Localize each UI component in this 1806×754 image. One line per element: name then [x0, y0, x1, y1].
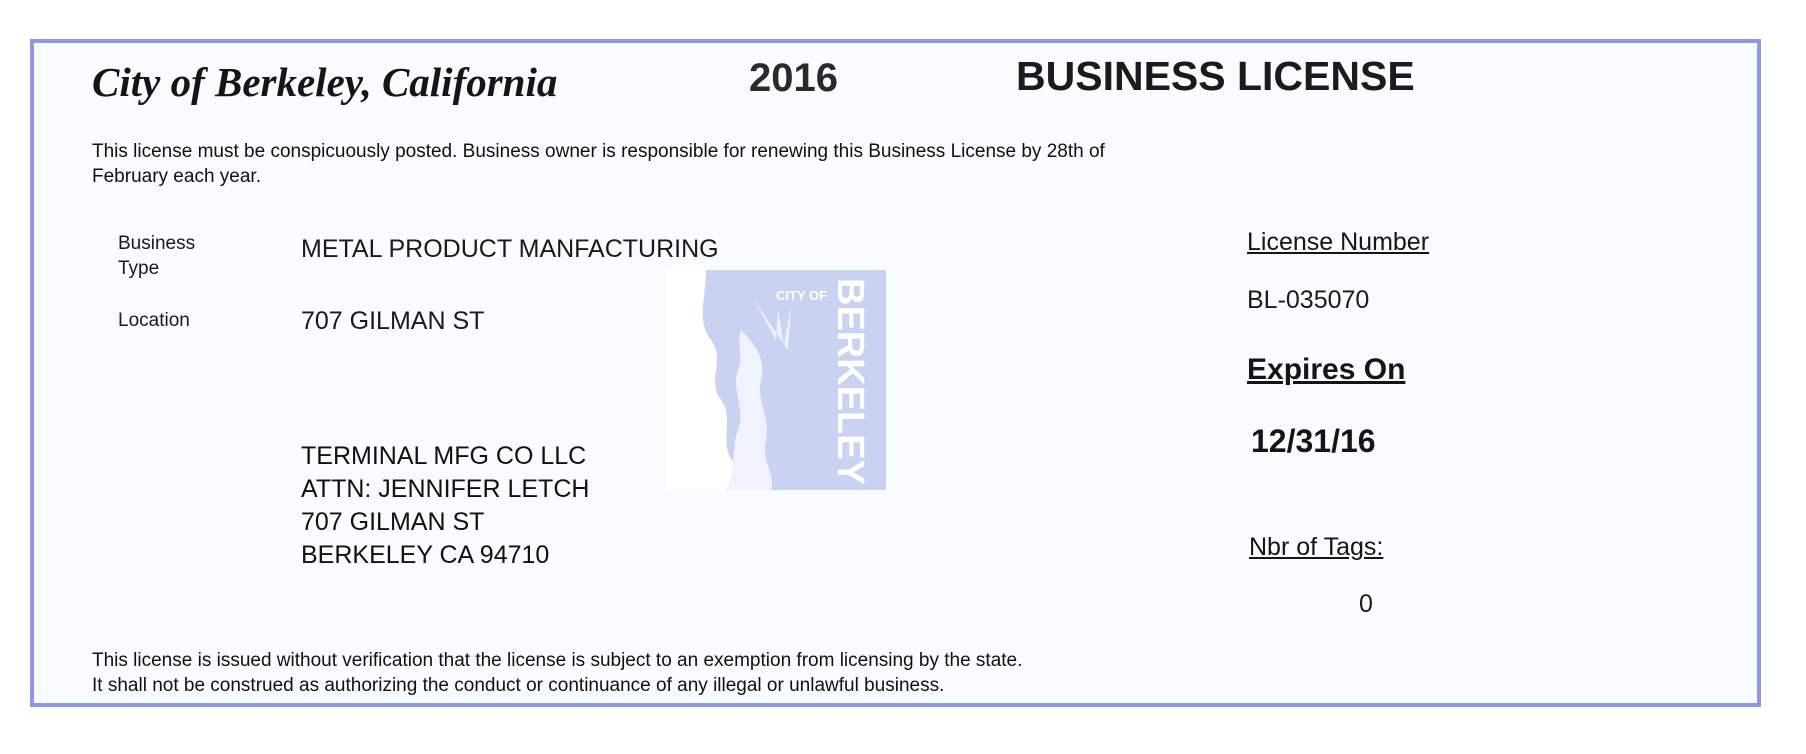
address-line: TERMINAL MFG CO LLC: [301, 442, 587, 470]
expires-on-value: 12/31/16: [1251, 423, 1376, 459]
seal-text-city: CITY OF: [776, 288, 828, 303]
footer-disclaimer: [92, 648, 1022, 698]
license-number-label: License Number: [1247, 228, 1430, 256]
city-seal-watermark: [666, 270, 886, 490]
mailing-address: [301, 440, 589, 572]
city-title: City of Berkeley, California: [92, 59, 558, 105]
tags-label: Nbr of Tags:: [1249, 533, 1384, 561]
license-year: 2016: [749, 56, 838, 100]
location-label: Location: [118, 310, 190, 331]
business-type-label: Business Type: [118, 233, 196, 279]
posting-notice: This license must be conspicuously posted. Business owner is responsible for renewing this Business License by 28th of February each year.: [92, 141, 1105, 187]
business-type-value: METAL PRODUCT MANFACTURING: [301, 235, 719, 263]
business-license-card: [30, 39, 1761, 707]
address-line: 707 GILMAN ST: [301, 508, 485, 536]
tags-value: 0: [1359, 590, 1373, 618]
footer-line: It shall not be construed as authorizing the conduct or continuance of any illegal or unlawful business.: [92, 675, 945, 696]
seal-text-berkeley: BERKELEY: [829, 278, 871, 485]
footer-line: This license is issued without verification that the license is subject to an exemption from licensing by the state.: [92, 650, 1023, 671]
address-line: BERKELEY CA 94710: [301, 541, 550, 569]
document-title: BUSINESS LICENSE: [1016, 53, 1415, 99]
location-value: 707 GILMAN ST: [301, 307, 485, 335]
expires-on-label: Expires On: [1247, 353, 1406, 386]
license-number-value: BL-035070: [1247, 286, 1370, 314]
address-line: ATTN: JENNIFER LETCH: [301, 475, 590, 503]
